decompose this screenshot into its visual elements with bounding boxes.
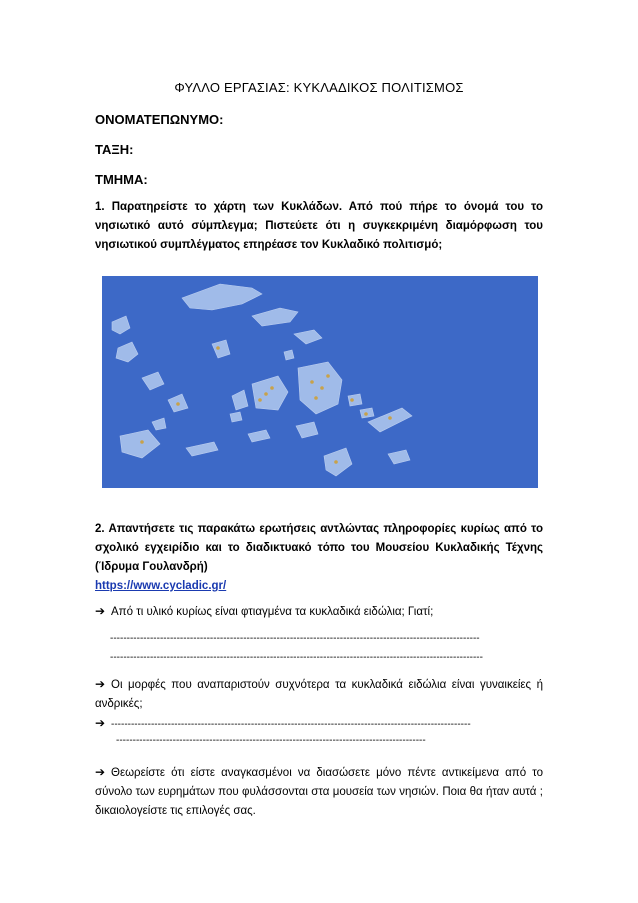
question-1: 1. Παρατηρείστε το χάρτη των Κυκλάδων. Από πού πήρε το όνομά του το νησιωτικό αυτό σύμπλεγμα; Πιστεύετε ότι η συγκεκριμένη διαμόρφωση του νησιωτικού συμπλέγματος επηρέασε τον Κυκλαδικό πολιτισμό; xyxy=(95,201,543,251)
island-koufonisia xyxy=(348,394,362,406)
question-2 xyxy=(95,520,543,596)
island-serifos xyxy=(142,372,164,390)
island-folegandros xyxy=(186,442,218,456)
answer-line[interactable]: ---------------------------------------------------------------------------------------------------------------- xyxy=(110,652,483,663)
island-naxos xyxy=(298,362,342,414)
island-milos xyxy=(120,430,160,458)
cycladic-museum-link[interactable]: https://www.cycladic.gr/ xyxy=(95,580,227,592)
island-sikinos xyxy=(248,430,270,442)
island-antiparos xyxy=(232,390,248,410)
bullet-question-rescue xyxy=(95,763,543,821)
island-kythnos xyxy=(116,342,138,362)
island-thira xyxy=(324,448,352,476)
cyclades-map xyxy=(102,276,538,488)
island-andros xyxy=(182,284,262,310)
bullet-text: Θεωρείστε ότι είστε αναγκασμένοι να διασώσετε μόνο πέντε αντικείμενα από το σύνολο των ευρημάτων που φυλάσσονται στα μουσεία των νησιών. Ποια θα ήταν αυτά ; δικαιολογείστε τις επιλογές σας. xyxy=(95,767,543,817)
bullet-question-material xyxy=(95,602,543,622)
arrow-right-icon: ➔ xyxy=(95,716,106,730)
answer-line[interactable]: --------------------------------------------------------------------------------------------- xyxy=(116,735,426,746)
arrow-right-icon: ➔ xyxy=(95,677,106,691)
worksheet-title: ΦΥΛΛΟ ΕΡΓΑΣΙΑΣ: ΚΥΚΛΑΔΙΚΟΣ ΠΟΛΙΤΙΣΜΟΣ xyxy=(174,80,464,95)
bullet-text: Από τι υλικό κυρίως είναι φτιαγμένα τα κυκλαδικά ειδώλια; Γιατί; xyxy=(111,606,434,618)
name-field-label: ΟΝΟΜΑΤΕΠΩΝΥΜΟ: xyxy=(95,112,224,127)
island-kea xyxy=(112,316,130,334)
island-delos xyxy=(284,350,294,360)
island-kimolos xyxy=(152,418,166,430)
island-amorgos xyxy=(368,408,412,432)
island-despotiko xyxy=(230,412,242,422)
answer-line[interactable]: --------------------------------------------------------------------------------------------------------------- xyxy=(110,633,480,644)
island-paros xyxy=(252,376,288,410)
arrow-right-icon: ➔ xyxy=(95,765,106,779)
question-2-text: 2. Απαντήσετε τις παρακάτω ερωτήσεις αντλώντας πληροφορίες κυρίως από το σχολικό εγχειρίδιο και το διαδικτυακό τόπο του Μουσείου Κυκλαδικής Τέχνης (Ίδρυμα Γουλανδρή) xyxy=(95,523,543,573)
bullet-text: Οι μορφές που αναπαριστούν συχνότερα τα κυκλαδικά ειδώλια είναι γυναικείες ή ανδρικές; xyxy=(95,679,543,710)
class-field-label: ΤΑΞΗ: xyxy=(95,142,134,157)
island-anafi xyxy=(388,450,410,464)
arrow-right-icon: ➔ xyxy=(95,604,106,618)
cyclades-map-graphic xyxy=(102,276,538,488)
bullet-question-figures xyxy=(95,675,543,714)
answer-line[interactable]: ------------------------------------------------------------------------------------------------------------ xyxy=(111,719,471,730)
bullet-answer-line xyxy=(95,714,543,734)
island-syros xyxy=(212,340,230,358)
island-ios xyxy=(296,422,318,438)
section-field-label: ΤΜΗΜΑ: xyxy=(95,172,148,187)
island-mykonos xyxy=(294,330,322,344)
island-tinos xyxy=(252,308,298,326)
